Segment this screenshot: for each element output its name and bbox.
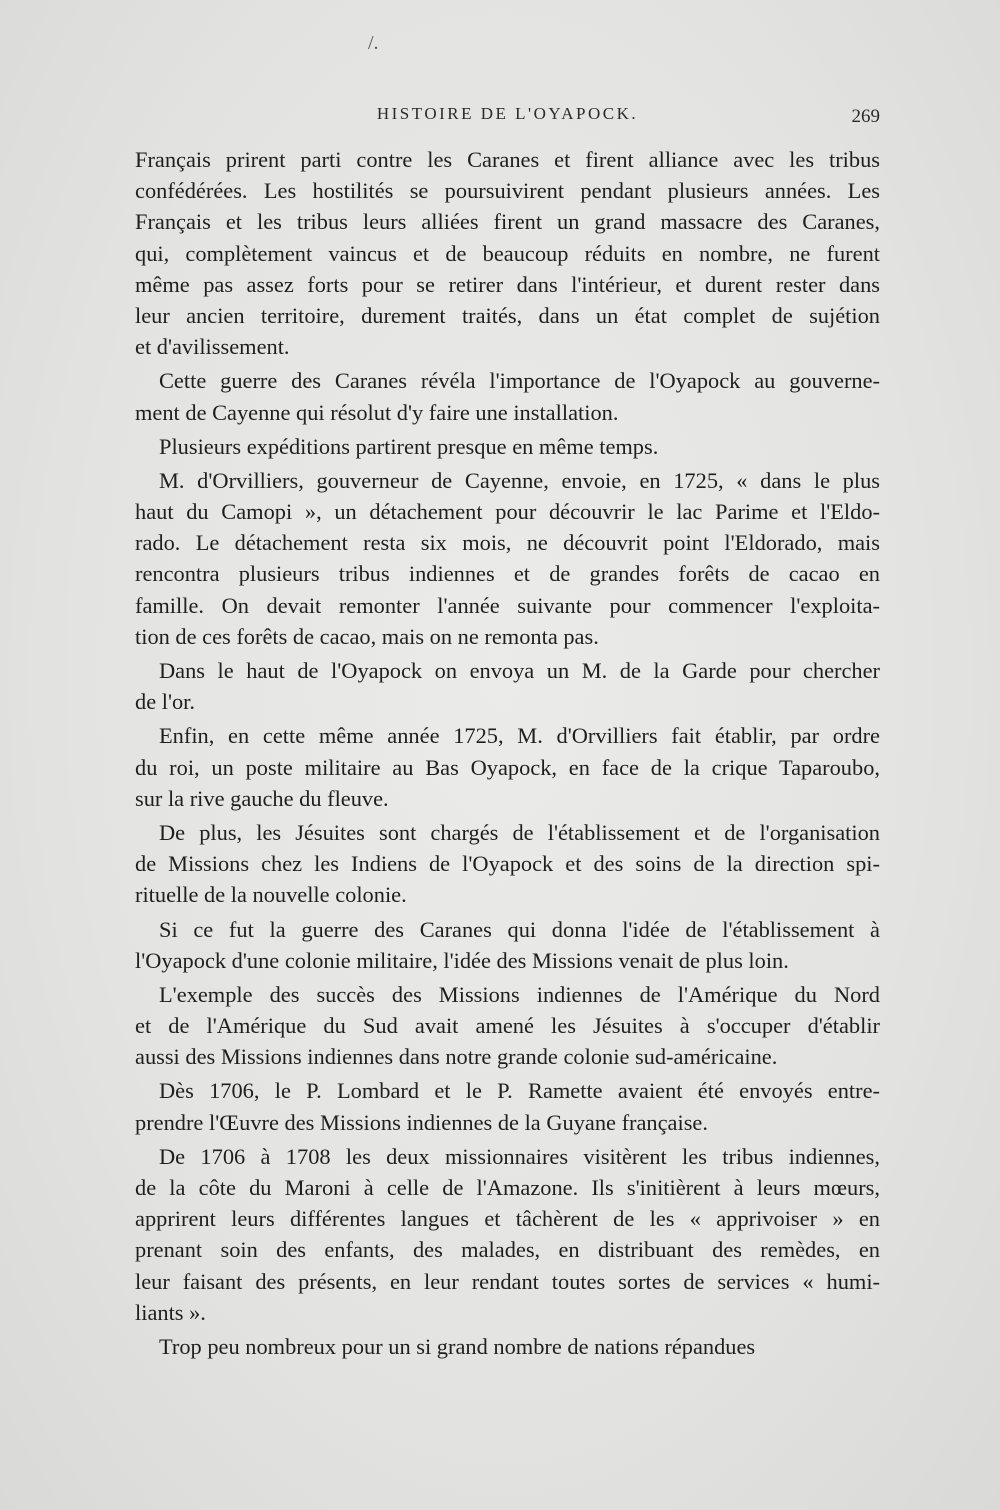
text-line: Plusieurs expéditions partirent presque en même temps. — [159, 433, 659, 459]
paragraph — [135, 465, 880, 652]
stray-ink-mark: /. — [368, 32, 379, 54]
text-line: haut du Camopi », un détachement pour découvrir le lac Parime et l'Eldo- — [135, 499, 880, 525]
text-line: leur faisant des présents, en leur rendant toutes sortes de services « humi- — [135, 1268, 880, 1294]
text-line: famille. On devait remonter l'année suivante pour commencer l'exploita- — [135, 592, 880, 618]
text-line: tion de ces forêts de cacao, mais on ne remonta pas. — [135, 623, 599, 649]
text-line: De 1706 à 1708 les deux missionnaires visitèrent les tribus indiennes, — [159, 1143, 880, 1169]
text-line: De plus, les Jésuites sont chargés de l'établissement et de l'organisation — [159, 819, 880, 845]
paragraph — [135, 1075, 880, 1137]
running-title: HISTOIRE DE L'OYAPOCK. — [376, 104, 639, 123]
paragraph — [135, 914, 880, 976]
text-line: aussi des Missions indiennes dans notre grande colonie sud-américaine. — [135, 1044, 778, 1070]
text-line: du roi, un poste militaire au Bas Oyapock, en face de la crique Taparoubo, — [135, 754, 880, 780]
text-line: de l'or. — [135, 689, 195, 715]
text-line: leur ancien territoire, durement traités, dans un état complet de sujétion — [135, 302, 880, 328]
text-line: Enfin, en cette même année 1725, M. d'Orvilliers fait établir, par ordre — [159, 723, 880, 749]
paragraph — [135, 1141, 880, 1328]
text-line: ment de Cayenne qui résolut d'y faire une installation. — [135, 399, 619, 425]
paragraph — [135, 431, 880, 462]
text-line: et d'avilissement. — [135, 334, 290, 360]
text-line: Si ce fut la guerre des Caranes qui donna l'idée de l'établissement à — [159, 916, 880, 942]
text-line: Cette guerre des Caranes révéla l'importance de l'Oyapock au gouverne- — [159, 368, 880, 394]
text-line: Français et les tribus leurs alliées firent un grand massacre des Caranes, — [135, 209, 880, 235]
text-line: de la côte du Maroni à celle de l'Amazone. Ils s'initièrent à leurs mœurs, — [135, 1175, 880, 1200]
paragraph — [135, 720, 880, 814]
text-line: même pas assez forts pour se retirer dans l'intérieur, et durent rester dans — [135, 271, 880, 297]
text-line: sur la rive gauche du fleuve. — [135, 785, 389, 811]
text-line: apprirent leurs différentes langues et tâchèrent de les « apprivoiser » en — [135, 1206, 880, 1232]
text-line: confédérées. Les hostilités se poursuivirent pendant plusieurs années. Les — [135, 178, 880, 204]
text-line: Dès 1706, le P. Lombard et le P. Ramette avaient été envoyés entre- — [159, 1078, 880, 1104]
text-line: M. d'Orvilliers, gouverneur de Cayenne, envoie, en 1725, « dans le plus — [159, 467, 880, 493]
text-line: rituelle de la nouvelle colonie. — [135, 882, 407, 908]
text-line: prenant soin des enfants, des malades, en distribuant des remèdes, en — [135, 1237, 880, 1263]
running-head — [135, 100, 880, 132]
text-line: rencontra plusieurs tribus indiennes et de grandes forêts de cacao en — [135, 561, 880, 587]
paragraph — [135, 1331, 880, 1362]
text-line: Dans le haut de l'Oyapock on envoya un M. de la Garde pour chercher — [159, 658, 880, 683]
text-line: l'Oyapock d'une colonie militaire, l'idée des Missions venait de plus loin. — [135, 947, 789, 973]
text-line: Français prirent parti contre les Caranes et firent alliance avec les tribus — [135, 147, 880, 172]
paragraph — [135, 979, 880, 1073]
text-line: L'exemple des succès des Missions indiennes de l'Amérique du Nord — [159, 981, 880, 1007]
text-line: prendre l'Œuvre des Missions indiennes de la Guyane française. — [135, 1109, 708, 1135]
page-number: 269 — [851, 106, 880, 127]
text-line: liants ». — [135, 1299, 206, 1325]
paragraph — [135, 655, 880, 717]
text-line: et de l'Amérique du Sud avait amené les Jésuites à s'occuper d'établir — [135, 1013, 880, 1039]
text-line: qui, complètement vaincus et de beaucoup réduits en nombre, ne furent — [135, 240, 880, 266]
text-line: Trop peu nombreux pour un si grand nombre de nations répandues — [159, 1333, 756, 1359]
text-line: rado. Le détachement resta six mois, ne découvrit point l'Eldorado, mais — [135, 530, 880, 556]
paragraph — [135, 144, 880, 362]
paragraph — [135, 817, 880, 911]
paragraph — [135, 365, 880, 427]
body-text — [135, 144, 880, 1362]
text-line: de Missions chez les Indiens de l'Oyapock et des soins de la direction spi- — [135, 851, 880, 877]
